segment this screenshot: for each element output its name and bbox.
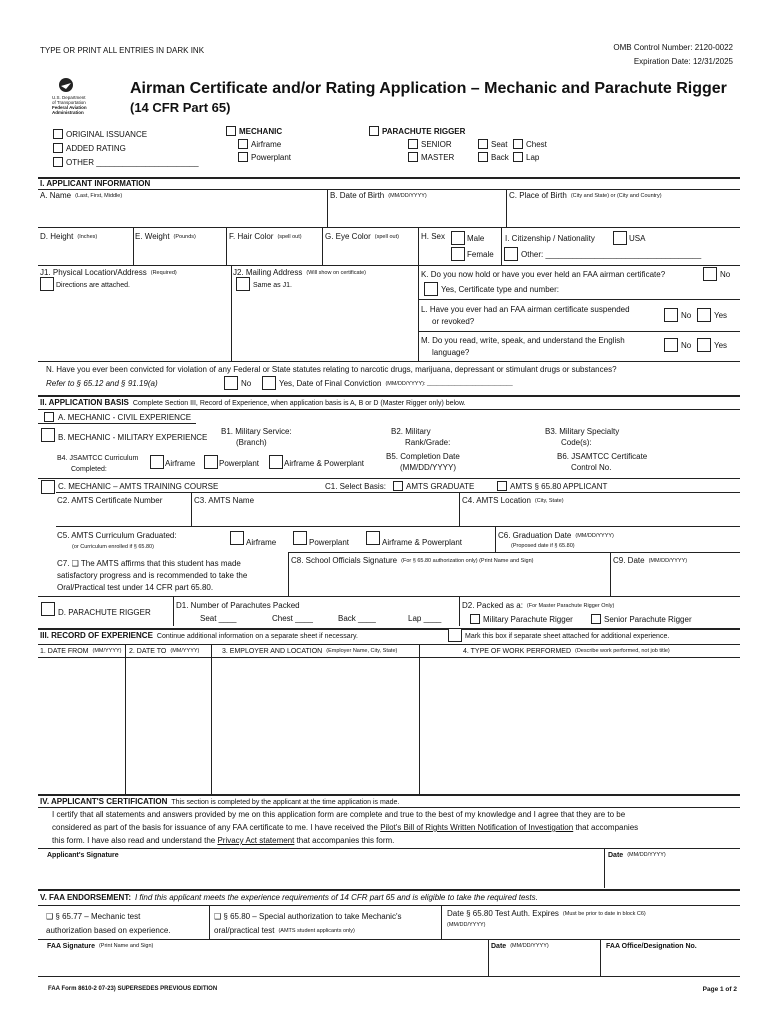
endorse-6580-line2: oral/practical test (AMTS student applicants only) [214,926,355,935]
col-work-performed: 4. TYPE OF WORK PERFORMED (Describe work performed, not job title) [463,648,670,655]
basis-a-checkbox[interactable] [44,412,54,422]
curriculum-powerplant-label: Powerplant [309,538,350,547]
mechanic-checkbox[interactable] [226,126,236,136]
form-title: Airman Certificate and/or Rating Application – Mechanic and Parachute Rigger [130,80,727,97]
col-employer: 3. EMPLOYER AND LOCATION (Employer Name, City, State) [222,648,398,655]
experience-date-to-input[interactable] [127,659,210,793]
jsamtcc-powerplant-checkbox[interactable] [204,455,218,469]
form-number: FAA Form 8610-2 07-23) SUPERSEDES PREVIOUS EDITION [48,986,218,992]
directions-attached-label: Directions are attached. [56,282,130,289]
parachute-rigger-checkbox[interactable] [369,126,379,136]
curriculum-afpp-label: Airframe & Powerplant [382,538,463,547]
school-official-signature-field[interactable]: C8. School Officials Signature (For § 65.80 authorization only) (Print Name and Sign) [291,556,534,565]
curriculum-airframe-checkbox[interactable] [230,531,244,545]
basis-b-label: B. MECHANIC - MILITARY EXPERIENCE [58,433,208,442]
seat-label: Seat [491,140,508,149]
curriculum-hint: (or Curriculum enrolled if § 65.80) [72,544,154,550]
jsamtcc-hint: Completed: [71,466,107,473]
m-question-line2: language? [432,348,470,357]
powerplant-label: Powerplant [251,153,292,162]
certification-line2: considered as part of the basis for issuance of any FAA certificate to me. I have received the Pilot's Bill of Rights Written Notification of Investigation that accompanies [52,823,639,832]
usa-checkbox[interactable] [613,231,627,245]
name-field[interactable]: A. Name (Last, First, Middle) [40,191,123,200]
parachute-rigger-label: PARACHUTE RIGGER [382,127,466,136]
basis-b-checkbox[interactable] [41,428,55,442]
citizenship-label: I. Citizenship / Nationality [505,234,595,243]
ink-instruction: TYPE OR PRINT ALL ENTRIES IN DARK INK [40,46,205,55]
section-4-header: IV. APPLICANT'S CERTIFICATION This section is completed by the applicant at the time application is made. [40,797,400,806]
usa-label: USA [629,234,646,243]
height-field[interactable]: D. Height (Inches) [40,232,98,241]
section-2-header: II. APPLICATION BASIS Complete Section III, Record of Experience, when application basis is A, B or D (Master Rigger only) below. [40,398,466,407]
packed-seat-field[interactable]: Seat ____ [200,614,237,623]
original-issuance-checkbox[interactable] [53,129,63,139]
completion-date-label: B5. Completion Date [386,452,460,461]
jsamtcc-cert-hint: Control No. [571,463,612,472]
lap-label: Lap [526,153,540,162]
m-no-label: No [681,341,692,350]
basis-c-checkbox[interactable] [41,480,55,494]
jsamtcc-afpp-label: Airframe & Powerplant [284,459,365,468]
n-no-checkbox[interactable] [224,376,238,390]
packed-chest-field[interactable]: Chest ____ [272,614,313,623]
l-no-label: No [681,311,692,320]
military-rank-hint: Rank/Grade: [405,438,451,447]
packed-as-label: D2. Packed as a: (For Master Parachute Rigger Only) [462,601,615,610]
curriculum-powerplant-checkbox[interactable] [293,531,307,545]
endorse-6580-checkbox[interactable]: ❑ § 65.80 – Special authorization to take Mechanic's [214,912,402,921]
mailing-address-field[interactable]: J2. Mailing Address (Will show on certificate) [233,268,366,277]
amts-location-field[interactable]: C4. AMTS Location (City, State) [462,496,564,505]
pilots-bill-of-rights-link[interactable]: Pilot's Bill of Rights Written Notification of Investigation [380,823,574,832]
test-auth-expires-field[interactable]: Date § 65.80 Test Auth. Expires (Must be prior to date in block C6) [447,909,646,918]
military-service-hint: (Branch) [236,438,267,447]
m-question-line1: M. Do you read, write, speak, and understand the English [421,336,625,345]
amts-graduate-label: AMTS GRADUATE [406,482,475,491]
military-rigger-label: Military Parachute Rigger [483,615,573,624]
curriculum-label: C5. AMTS Curriculum Graduated: [57,531,177,540]
powerplant-checkbox[interactable] [238,152,248,162]
senior-label: SENIOR [421,140,452,149]
male-label: Male [467,234,485,243]
faa-signature-field[interactable]: FAA Signature (Print Name and Sign) [47,943,154,950]
l-no-checkbox[interactable] [664,308,678,322]
k-question: K. Do you now hold or have you ever held an FAA airman certificate? [421,270,666,279]
l-yes-checkbox[interactable] [697,308,711,322]
jsamtcc-afpp-checkbox[interactable] [269,455,283,469]
senior-checkbox[interactable] [408,139,418,149]
senior-rigger-checkbox[interactable] [591,614,601,624]
basis-d-checkbox[interactable] [41,602,55,616]
other-nationality-checkbox[interactable] [504,247,518,261]
military-rigger-checkbox[interactable] [470,614,480,624]
chest-label: Chest [526,140,547,149]
k-no-label: No [720,270,731,279]
graduation-date-hint: (Proposed date if § 65.80) [511,543,575,549]
jsamtcc-airframe-checkbox[interactable] [150,455,164,469]
senior-rigger-label: Senior Parachute Rigger [604,615,692,624]
faa-office-field[interactable]: FAA Office/Designation No. [606,943,697,950]
eye-color-field[interactable]: G. Eye Color (spell out) [325,232,399,241]
original-issuance-label: ORIGINAL ISSUANCE [66,130,148,139]
col-date-from: 1. DATE FROM (MM/YYYY) [40,648,122,655]
military-rank-label: B2. Military [391,427,431,436]
l-question-line1: L. Have you ever had an FAA airman certificate suspended [421,305,630,314]
agency-name: U.S. Department of Transportation Federal Aviation Administration [52,95,87,115]
airframe-checkbox[interactable] [238,139,248,149]
military-specialty-hint: Code(s): [561,438,592,447]
other-label: OTHER _______________________ [66,158,199,167]
privacy-act-link[interactable]: Privacy Act statement [217,836,295,845]
select-basis-label: C1. Select Basis: [325,482,386,491]
seat-checkbox[interactable] [478,139,488,149]
n-yes-checkbox[interactable] [262,376,276,390]
master-checkbox[interactable] [408,152,418,162]
c7-affirm-line1[interactable]: C7. ❑ The AMTS affirms that this student has made [57,559,241,568]
c9-date-field[interactable]: C9. Date (MM/DD/YYYY) [613,556,688,565]
amts-graduate-checkbox[interactable] [393,481,403,491]
sex-label: H. Sex [421,232,446,241]
section-5-header: V. FAA ENDORSEMENT: I find this applicant meets the experience requirements of 14 CFR part 65 and is eligible to take the required tests. [40,893,538,902]
military-specialty-label: B3. Military Specialty [545,427,620,436]
experience-work-input[interactable] [421,659,739,793]
separate-sheet-checkbox[interactable] [448,628,462,642]
completion-date-hint: (MM/DD/YYYY) [400,463,456,472]
curriculum-airframe-label: Airframe [246,538,277,547]
airframe-label: Airframe [251,140,282,149]
m-yes-label: Yes [714,341,728,350]
k-yes-checkbox[interactable] [424,282,438,296]
col-date-to: 2. DATE TO (MM/YYYY) [129,648,200,655]
n-reference: Refer to § 65.12 and § 91.19(a) [46,379,158,388]
jsamtcc-airframe-label: Airframe [165,459,196,468]
l-yes-label: Yes [714,311,728,320]
dot-logo-icon [58,77,74,93]
amts-6580-label: AMTS § 65.80 APPLICANT [510,482,608,491]
certification-line3: this form. I have also read and understand the Privacy Act statement that accompanies this form. [52,836,395,845]
k-no-checkbox[interactable] [703,267,717,281]
other-nationality-field[interactable]: Other: ___________________________________ [521,250,702,259]
same-as-j1-checkbox[interactable] [236,277,250,291]
lap-checkbox[interactable] [513,152,523,162]
omb-number: OMB Control Number: 2120-0022 [613,43,733,52]
place-of-birth-field[interactable]: C. Place of Birth (City and State) or (City and Country) [509,191,662,200]
experience-date-from-input[interactable] [40,659,123,793]
dob-field[interactable]: B. Date of Birth (MM/DD/YYYY) [330,191,427,200]
n-yes-field[interactable]: Yes, Date of Final Conviction (MM/DD/YYYY): ____________________________ [279,379,513,388]
other-checkbox[interactable] [53,157,63,167]
graduation-date-field[interactable]: C6. Graduation Date (MM/DD/YYYY) [498,531,614,540]
page-number: Page 1 of 2 [702,986,737,993]
n-question: N. Have you ever been convicted for violation of any Federal or State statutes relating to narcotic drugs, marijuana, depressant or stimulant drugs or substances? [46,365,617,374]
weight-field[interactable]: E. Weight (Pounds) [135,232,196,241]
same-as-j1-label: Same as J1. [253,282,292,289]
physical-address-field[interactable]: J1. Physical Location/Address (Required) [40,268,177,277]
mechanic-label: MECHANIC [239,127,283,136]
amts-name-field[interactable]: C3. AMTS Name [194,496,255,505]
n-no-label: No [241,379,252,388]
chest-checkbox[interactable] [513,139,523,149]
female-checkbox[interactable] [451,247,465,261]
basis-c-label: C. MECHANIC – AMTS TRAINING COURSE [58,482,219,491]
back-checkbox[interactable] [478,152,488,162]
section-3-header: III. RECORD OF EXPERIENCE Continue additional information on a separate sheet if necessary. [40,631,358,640]
form-subtitle: (14 CFR Part 65) [130,100,231,115]
endorse-6577-checkbox[interactable]: ❑ § 65.77 – Mechanic test [46,912,141,921]
certification-line1: I certify that all statements and answers provided by me on this application form are complete and true to the best of my knowledge and I agree that they are to be [52,810,626,819]
c7-affirm-line3: Oral/Practical test under 14 CFR part 65.80. [57,583,214,592]
experience-employer-input[interactable] [213,659,418,793]
curriculum-afpp-checkbox[interactable] [366,531,380,545]
packed-back-field[interactable]: Back ____ [338,614,376,623]
test-auth-expires-hint: (MM/DD/YYYY) [447,922,486,928]
m-no-checkbox[interactable] [664,338,678,352]
l-question-line2: or revoked? [432,317,475,326]
applicant-signature-field[interactable]: Applicant's Signature [47,852,119,859]
jsamtcc-label: B4. JSAMTCC Curriculum [57,455,139,462]
separate-sheet-label: Mark this box if separate sheet attached for additional experience. [465,633,670,640]
expiration-date: Expiration Date: 12/31/2025 [633,57,733,66]
jsamtcc-powerplant-label: Powerplant [219,459,260,468]
military-service-label: B1. Military Service: [221,427,292,436]
section-1-header: I. APPLICANT INFORMATION [40,179,151,188]
added-rating-label: ADDED RATING [66,144,126,153]
c7-affirm-line2: satisfactory progress and is recommended to take the [57,571,248,580]
parachutes-packed-label: D1. Number of Parachutes Packed [176,601,300,610]
basis-d-label: D. PARACHUTE RIGGER [58,608,151,617]
endorse-6577-line2: authorization based on experience. [46,926,171,935]
jsamtcc-cert-label: B6. JSAMTCC Certificate [557,452,648,461]
directions-attached-checkbox[interactable] [40,277,54,291]
k-yes-field[interactable]: Yes, Certificate type and number: [441,285,559,294]
faa-date-field[interactable]: Date (MM/DD/YYYY) [491,943,549,950]
female-label: Female [467,250,494,259]
master-label: MASTER [421,153,455,162]
amts-cert-number-field[interactable]: C2. AMTS Certificate Number [57,496,163,505]
added-rating-checkbox[interactable] [53,143,63,153]
male-checkbox[interactable] [451,231,465,245]
m-yes-checkbox[interactable] [697,338,711,352]
hair-color-field[interactable]: F. Hair Color (spell out) [229,232,302,241]
packed-lap-field[interactable]: Lap ____ [408,614,442,623]
applicant-date-field[interactable]: Date (MM/DD/YYYY) [608,852,666,859]
basis-a-label: A. MECHANIC - CIVIL EXPERIENCE [58,413,192,422]
back-label: Back [491,153,509,162]
amts-6580-checkbox[interactable] [497,481,507,491]
